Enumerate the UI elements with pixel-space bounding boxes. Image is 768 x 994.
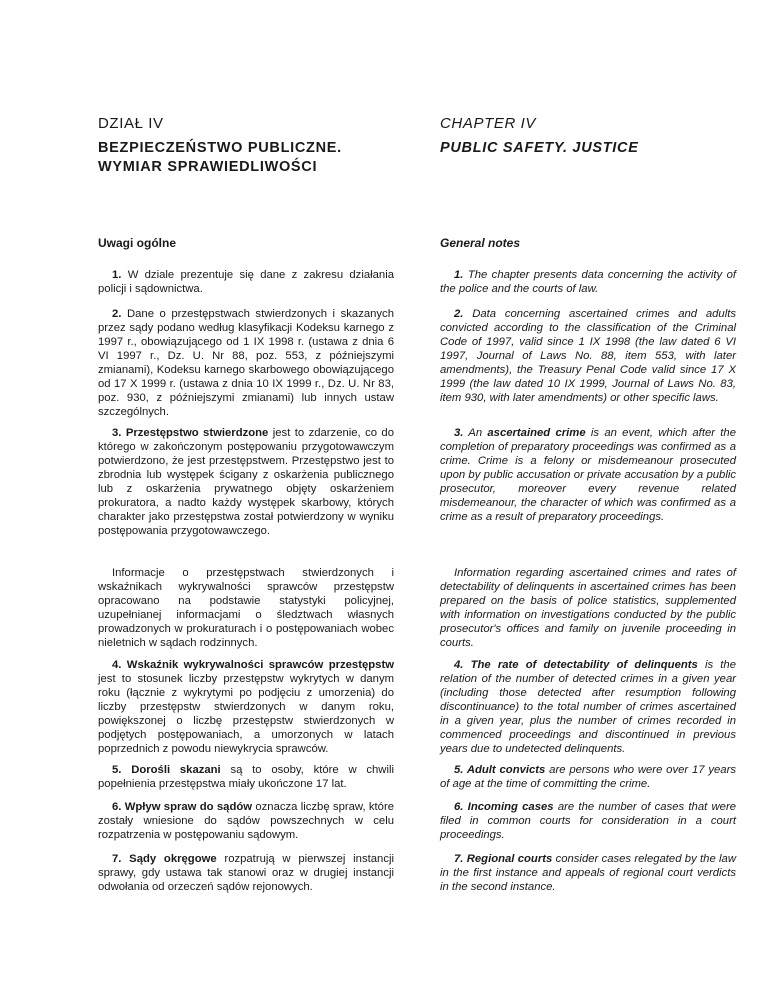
para-number: 4. [454, 659, 464, 671]
para-text: jest to zdarzenie, co do którego w zakończonym postępowaniu przygotowawczym potwierdzono, że jest przestępstwem. Przestępstwo jest to zbrodnia lub występek ścigany z oskarżenia publicznego lub z oskarżenia prywatnego objęty oskarżeniem prokuratora, a nadto każdy występek skarbowy, których charakter jako przestępstwa został potwierdzony w wyniku postępowania przygotowawczego. [98, 427, 394, 537]
chapter-label-pl: DZIAŁ IV [98, 115, 164, 132]
para-text: oznacza liczbę spraw, które zostały wniesione do sądów powszechnych w celu rozpatrzenia w postępowaniu sądowym. [98, 801, 395, 841]
para-number: 5. [454, 764, 464, 776]
para-text: The chapter presents data concerning the activity of the police and the courts of law. [440, 269, 736, 295]
paragraph-3b-en: Information regarding ascertained crimes and rates of detectability of delinquents in ascertained crimes has been prepared on the basis of police statistics, supplemented with information on investigations conducted by the public prosecutor's offices and family on juvenile proceeding in courts. [440, 567, 736, 649]
para-number: 7. [454, 853, 464, 865]
paragraph-4-pl [98, 658, 394, 756]
paragraph-2-en [440, 307, 736, 405]
para-prefix: An [463, 427, 488, 439]
paragraph-3-pl [98, 426, 394, 538]
para-text: Dane o przestępstwach stwierdzonych i skazanych przez sądy podano według klasyfikacji Kodeksu karnego z 1997 r., obowiązującego od 1 IX 1998 r. (ustawa z dnia 6 VI 1997 r., Dz. U. Nr 88, poz. 553, z późniejszymi zmianami), Kodeksu karnego skarbowego obowiązującego od 17 X 1999 r. (ustawa z dnia 10 IX 1999 r., Dz. U. Nr 83, poz. 930, z późniejszymi zmianami) lub innych ustaw szczególnych. [98, 308, 394, 418]
paragraph-6-en [440, 800, 736, 842]
paragraph-4-en [440, 658, 736, 756]
para-term: Incoming cases [463, 801, 554, 813]
paragraph-2-pl [98, 307, 394, 419]
para-text: are persons who were over 17 years of age at the time of committing the crime. [440, 764, 736, 790]
para-text: is an event, which after the completion of preparatory proceedings was confirmed as a crime. Crime is a felony or misdemeanour prosecuted upon by public accusation or private accusation by a public prosecutor, moreover every revenue related misdemeanour, the character of which was confirmed as a crime as a result of preparatory proceedings. [440, 427, 736, 523]
para-text: is the relation of the number of detected crimes in a given year (including those detected after resumption following discontinuance) to the total number of crimes ascertained in a given year, plus the number of crimes recorded in commenced proceedings and discontinued in previous years due to undetected delinquents. [440, 659, 736, 755]
para-number: 4. [112, 659, 122, 671]
para-number: 1. [454, 269, 464, 281]
para-term: Wskaźnik wykrywalności sprawców przestępstw [121, 659, 394, 671]
para-term: Dorośli skazani [121, 764, 221, 776]
para-text: są to osoby, które w chwili popełnienia przestępstwa miały ukończone 17 lat. [98, 764, 394, 790]
paragraph-7-pl [98, 852, 394, 894]
para-text: Data concerning ascertained crimes and adults convicted according to the classification of the Criminal Code of 1997, valid since 1 IX 1998 (the law dated 6 VI 1997, Journal of Laws No. 88, item 553, with later amendments), the Treasury Penal Code valid since 17 X 1999 (the law dated 10 IX 1999, Journal of Laws No. 83, item 930, with later amendments) or other specific laws. [440, 308, 736, 404]
para-term: Adult convicts [463, 764, 546, 776]
general-notes-heading-pl: Uwagi ogólne [98, 236, 176, 250]
para-term: Przestępstwo stwierdzone [121, 427, 269, 439]
chapter-title-en: PUBLIC SAFETY. JUSTICE [440, 140, 639, 156]
para-number: 2. [112, 308, 122, 320]
para-number: 7. [112, 853, 122, 865]
general-notes-heading-en: General notes [440, 236, 521, 250]
para-number: 5. [112, 764, 122, 776]
para-number: 2. [454, 308, 464, 320]
paragraph-5-pl [98, 763, 394, 791]
para-number: 3. [112, 427, 122, 439]
chapter-title-pl [98, 139, 342, 177]
title-line-1: BEZPIECZEŃSTWO PUBLICZNE. [98, 140, 342, 156]
paragraph-7-en [440, 852, 736, 894]
para-text: rozpatrują w pierwszej instancji sprawy, gdy ustawa tak stanowi oraz w drugiej instancji odwołania od orzeczeń sądów rejonowych. [98, 853, 394, 893]
para-term: ascertained crime [487, 427, 586, 439]
chapter-label-en: CHAPTER IV [440, 115, 537, 132]
paragraph-3-en [440, 426, 736, 524]
para-term: The rate of detectability of delinquents [463, 659, 698, 671]
para-term: Sądy okręgowe [121, 853, 217, 865]
title-line-2: WYMIAR SPRAWIEDLIWOŚCI [98, 159, 318, 175]
para-term: Regional courts [463, 853, 553, 865]
para-term: Wpływ spraw do sądów [121, 801, 253, 813]
para-number: 1. [112, 269, 122, 281]
paragraph-5-en [440, 763, 736, 791]
para-text: are the number of cases that were filed in common courts for consideration in a court proceedings. [440, 801, 736, 841]
paragraph-1-en [440, 268, 736, 296]
para-text: W dziale prezentuje się dane z zakresu działania policji i sądownictwa. [98, 269, 394, 295]
para-number: 3. [454, 427, 464, 439]
paragraph-1-pl [98, 268, 394, 296]
paragraph-6-pl [98, 800, 394, 842]
paragraph-3b-pl: Informacje o przestępstwach stwierdzonych i wskaźnikach wykrywalności sprawców przestępstw opracowano na podstawie statystyki policyjnej, uzupełnianej informacjami o śledztwach własnych prowadzonych w prokuraturach i o postępowaniach wobec nieletnich w sądach rodzinnych. [98, 567, 394, 649]
para-number: 6. [112, 801, 122, 813]
para-text: consider cases relegated by the law in the first instance and appeals of regional court verdicts in the second instance. [440, 853, 736, 893]
para-number: 6. [454, 801, 464, 813]
para-text: jest to stosunek liczby przestępstw wykrytych w danym roku (łącznie z wykrytymi po podjęciu z umorzenia) do liczby przestępstw stwierdzonych w danym roku, powiększonej o liczbę przestępstw stwierdzonych w podjętych postępowaniach, a umorzonych w latach poprzednich z powodu niewykrycia sprawców. [98, 673, 394, 755]
